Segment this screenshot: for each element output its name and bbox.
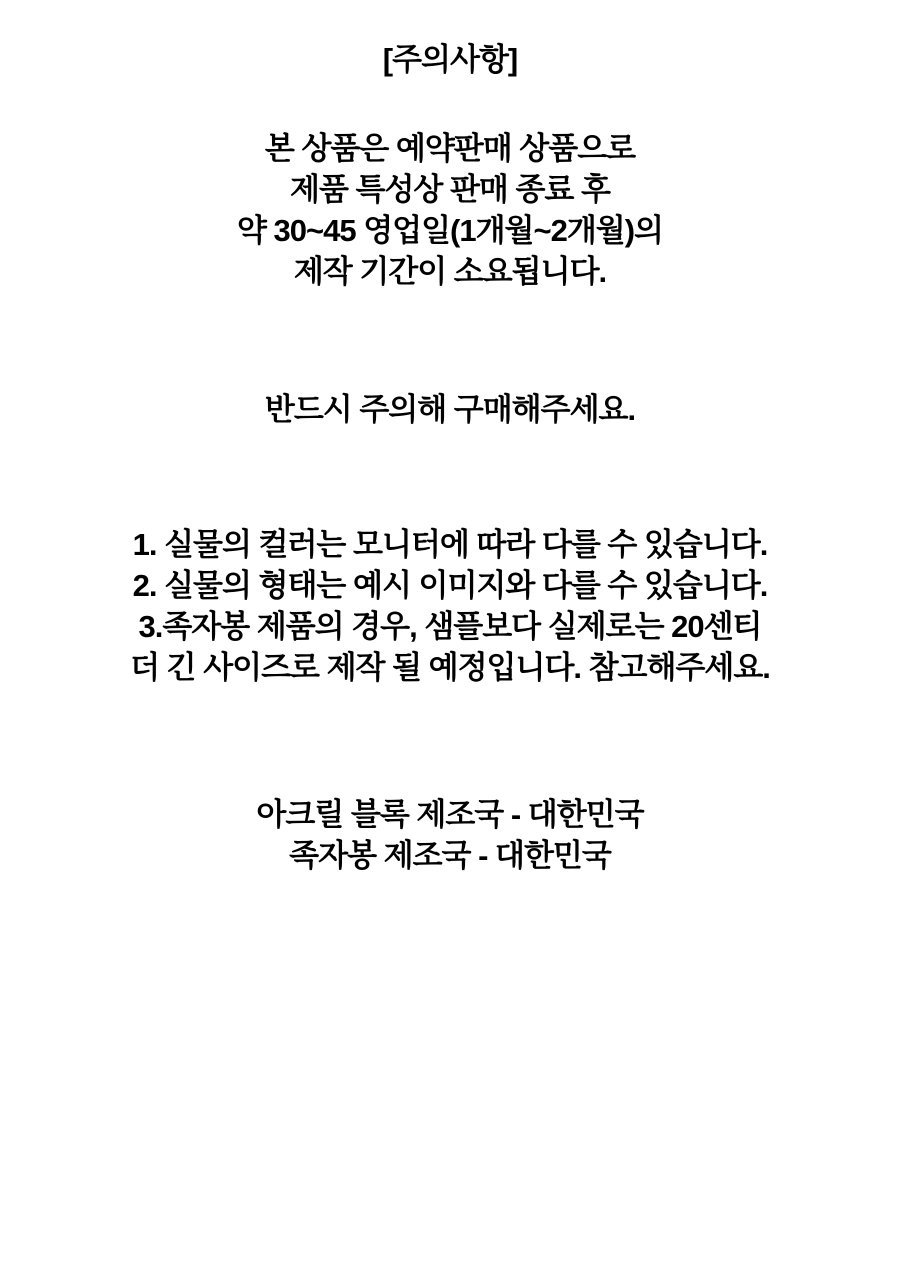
caution-items-paragraph: [130, 524, 770, 688]
caution-item-line: 3.족자봉 제품의 경우, 샘플보다 실제로는 20센티: [138, 609, 762, 644]
notice-title: [주의사항]: [382, 42, 518, 77]
origin-line: 아크릴 블록 제조국 - 대한민국: [256, 797, 644, 832]
warning-line: 반드시 주의해 구매해주세요.: [264, 392, 636, 427]
caution-item-line: 1. 실물의 컬러는 모니터에 따라 다를 수 있습니다.: [132, 527, 768, 562]
caution-item-line: 2. 실물의 형태는 예시 이미지와 다를 수 있습니다.: [132, 568, 768, 603]
intro-line: 약 30~45 영업일(1개월~2개월)의: [236, 213, 664, 248]
origin-line: 족자봉 제조국 - 대한민국: [289, 838, 611, 873]
preorder-intro-paragraph: [237, 128, 663, 292]
intro-line: 제작 기간이 소요됩니다.: [293, 254, 607, 289]
caution-item-line: 더 긴 사이즈로 제작 될 예정입니다. 참고해주세요.: [130, 650, 770, 685]
intro-line: 제품 특성상 판매 종료 후: [290, 172, 610, 207]
country-of-origin-paragraph: [256, 794, 643, 876]
intro-line: 본 상품은 예약판매 상품으로: [264, 131, 636, 166]
purchase-warning: [265, 389, 635, 430]
